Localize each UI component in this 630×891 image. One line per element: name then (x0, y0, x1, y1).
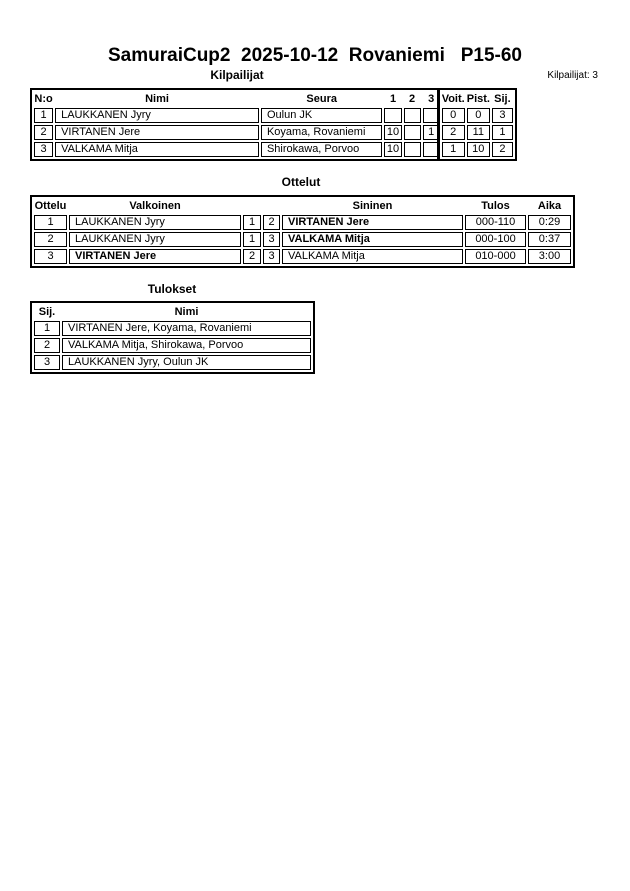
column-header-sij: Sij. (38, 306, 56, 318)
table-row (34, 108, 513, 123)
cell-nimi: LAUKKANEN Jyry, Oulun JK (62, 355, 311, 370)
table-row (34, 232, 571, 247)
cell-sij: 1 (34, 321, 60, 336)
cell-tulos: 000-110 (465, 215, 526, 230)
cell-valkoinen: LAUKKANEN Jyry (69, 215, 241, 230)
cell-valkoinen-winner: VIRTANEN Jere (69, 249, 241, 264)
column-header-round-1: 1 (389, 93, 397, 105)
cell-round-3: 1 (423, 125, 440, 140)
section-title-ottelut: Ottelut (281, 175, 321, 189)
cell-voit: 0 (442, 108, 465, 123)
cell-round-1: 10 (384, 142, 401, 157)
cell-voit: 2 (442, 125, 465, 140)
cell-white-no: 1 (243, 215, 261, 230)
ottelut-table (30, 195, 575, 268)
cell-pist: 0 (467, 108, 490, 123)
column-header-pist: Pist. (466, 93, 490, 105)
cell-tulos: 010-000 (465, 249, 526, 264)
cell-sininen-winner: VIRTANEN Jere (282, 215, 463, 230)
cell-nimi: VIRTANEN Jere (55, 125, 259, 140)
cell-ottelu: 1 (34, 215, 67, 230)
cell-blue-no: 3 (263, 232, 280, 247)
column-header-aika: Aika (537, 200, 562, 212)
column-header-nimi: Nimi (145, 93, 169, 105)
cell-blue-no: 3 (263, 249, 280, 264)
kilpailijat-table (30, 88, 517, 161)
competitors-count-label: Kilpailijat: 3 (547, 70, 598, 81)
cell-round-2 (404, 108, 421, 123)
column-header-ottelu: Ottelu (34, 200, 67, 212)
voit-section-divider (437, 88, 440, 161)
cell-seura: Shirokawa, Porvoo (261, 142, 383, 157)
cell-nimi: VALKAMA Mitja, Shirokawa, Porvoo (62, 338, 311, 353)
column-header-sij: Sij. (494, 93, 511, 105)
cell-sininen: VALKAMA Mitja (282, 249, 463, 264)
table-row (34, 321, 311, 336)
cell-white-no: 2 (243, 249, 261, 264)
table-row (34, 338, 311, 353)
cell-seura: Koyama, Rovaniemi (261, 125, 383, 140)
cell-round-1 (384, 108, 401, 123)
section-title-tulokset: Tulokset (147, 282, 197, 296)
cell-sij: 3 (34, 355, 60, 370)
cell-ottelu: 3 (34, 249, 67, 264)
table-row (34, 215, 571, 230)
cell-pist: 11 (467, 125, 490, 140)
cell-sininen-winner: VALKAMA Mitja (282, 232, 463, 247)
column-header-blue-no (263, 199, 280, 213)
column-header-round-2: 2 (409, 93, 416, 105)
cell-voit: 1 (442, 142, 465, 157)
section-title-kilpailijat: Kilpailijat (210, 68, 264, 82)
table-header-row (34, 92, 513, 106)
cell-no: 1 (34, 108, 53, 123)
cell-round-2 (404, 142, 421, 157)
column-header-no: N:o (34, 93, 53, 105)
cell-white-no: 1 (243, 232, 261, 247)
column-header-voit: Voit. (441, 93, 465, 105)
cell-aika: 0:29 (528, 215, 571, 230)
table-row (34, 249, 571, 264)
cell-blue-no: 2 (263, 215, 280, 230)
cell-sij: 2 (492, 142, 513, 157)
tulokset-table (30, 301, 315, 374)
cell-nimi: VALKAMA Mitja (55, 142, 259, 157)
cell-no: 2 (34, 125, 53, 140)
column-header-seura: Seura (306, 93, 337, 105)
cell-aika: 3:00 (528, 249, 571, 264)
table-row (34, 142, 513, 157)
column-header-sininen: Sininen (352, 200, 393, 212)
page-title: SamuraiCup2 2025-10-12 Rovaniemi P15-60 (108, 45, 522, 66)
table-row (34, 125, 513, 140)
column-header-tulos: Tulos (481, 200, 510, 212)
table-row (34, 355, 311, 370)
cell-no: 3 (34, 142, 53, 157)
table-header-row (34, 305, 311, 319)
cell-aika: 0:37 (528, 232, 571, 247)
cell-round-1: 10 (384, 125, 401, 140)
cell-nimi: VIRTANEN Jere, Koyama, Rovaniemi (62, 321, 311, 336)
column-header-round-3: 3 (428, 93, 435, 105)
cell-pist: 10 (467, 142, 490, 157)
table-header-row (34, 199, 571, 213)
column-header-valkoinen: Valkoinen (129, 200, 181, 212)
cell-nimi: LAUKKANEN Jyry (55, 108, 259, 123)
column-header-nimi: Nimi (174, 306, 199, 318)
cell-valkoinen: LAUKKANEN Jyry (69, 232, 241, 247)
cell-tulos: 000-100 (465, 232, 526, 247)
cell-sij: 2 (34, 338, 60, 353)
column-header-white-no (243, 199, 261, 213)
cell-sij: 1 (492, 125, 513, 140)
cell-sij: 3 (492, 108, 513, 123)
cell-seura: Oulun JK (261, 108, 383, 123)
cell-round-2 (404, 125, 421, 140)
cell-ottelu: 2 (34, 232, 67, 247)
